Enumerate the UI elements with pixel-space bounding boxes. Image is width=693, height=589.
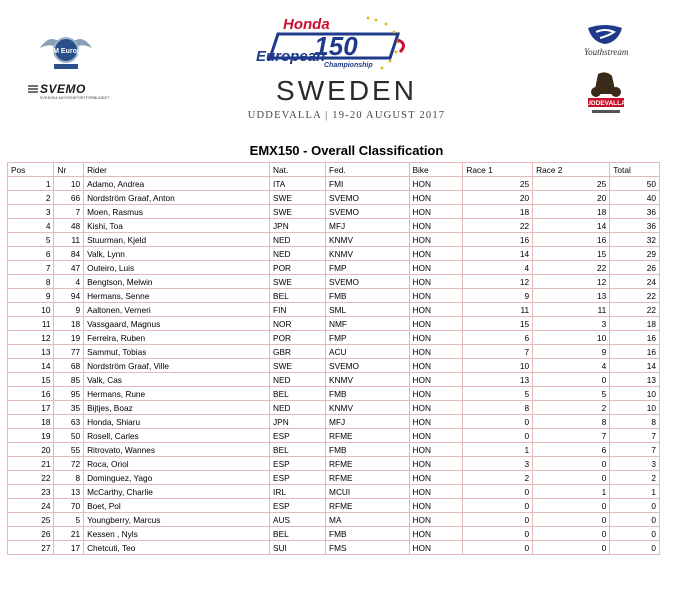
page-title: EMX150 - Overall Classification — [249, 143, 444, 158]
cell-fed: KNMV — [326, 247, 409, 261]
cell-rider: Sammut, Tobias — [84, 345, 270, 359]
cell-rider: Honda, Shiaru — [84, 415, 270, 429]
cell-bike: HON — [409, 373, 463, 387]
cell-fed: MFJ — [326, 219, 409, 233]
cell-nat: FIN — [270, 303, 326, 317]
cell-nat: POR — [270, 261, 326, 275]
cell-race2: 25 — [533, 177, 610, 191]
cell-race1: 1 — [463, 443, 533, 457]
cell-nr: 94 — [54, 289, 84, 303]
table-row — [8, 457, 660, 471]
cell-race2: 0 — [533, 513, 610, 527]
cell-race1: 15 — [463, 317, 533, 331]
cell-rider: Valk, Cas — [84, 373, 270, 387]
cell-bike: HON — [409, 429, 463, 443]
cell-race2: 0 — [533, 499, 610, 513]
cell-total: 18 — [610, 317, 660, 331]
cell-nr: 13 — [54, 485, 84, 499]
cell-rider: Roca, Oriol — [84, 457, 270, 471]
cell-race1: 10 — [463, 359, 533, 373]
cell-pos: 22 — [8, 471, 54, 485]
cell-pos: 26 — [8, 527, 54, 541]
cell-total: 1 — [610, 485, 660, 499]
col-header: Rider — [84, 163, 270, 177]
cell-fed: NMF — [326, 317, 409, 331]
logo-european-text: European — [256, 48, 326, 65]
cell-pos: 9 — [8, 289, 54, 303]
col-header: Fed. — [326, 163, 409, 177]
col-header: Bike — [409, 163, 463, 177]
cell-fed: FMI — [326, 177, 409, 191]
cell-total: 29 — [610, 247, 660, 261]
cell-pos: 21 — [8, 457, 54, 471]
cell-pos: 27 — [8, 541, 54, 555]
cell-race2: 8 — [533, 415, 610, 429]
cell-pos: 2 — [8, 191, 54, 205]
cell-rider: Kishi, Toa — [84, 219, 270, 233]
cell-race1: 16 — [463, 233, 533, 247]
cell-total: 10 — [610, 387, 660, 401]
cell-bike: HON — [409, 401, 463, 415]
cell-race1: 13 — [463, 373, 533, 387]
cell-nr: 55 — [54, 443, 84, 457]
cell-race2: 0 — [533, 373, 610, 387]
col-header: Race 2 — [533, 163, 610, 177]
cell-total: 0 — [610, 527, 660, 541]
cell-bike: HON — [409, 317, 463, 331]
table-row — [8, 513, 660, 527]
cell-race1: 18 — [463, 205, 533, 219]
cell-bike: HON — [409, 443, 463, 457]
cell-nat: BEL — [270, 443, 326, 457]
col-header: Nr — [54, 163, 84, 177]
cell-pos: 23 — [8, 485, 54, 499]
cell-bike: HON — [409, 191, 463, 205]
cell-bike: HON — [409, 415, 463, 429]
cell-bike: HON — [409, 345, 463, 359]
cell-pos: 19 — [8, 429, 54, 443]
cell-nr: 66 — [54, 191, 84, 205]
uddevalla-logo — [586, 70, 626, 118]
cell-total: 2 — [610, 471, 660, 485]
cell-pos: 18 — [8, 415, 54, 429]
cell-pos: 24 — [8, 499, 54, 513]
table-row — [8, 415, 660, 429]
table-row — [8, 289, 660, 303]
cell-pos: 3 — [8, 205, 54, 219]
cell-race2: 5 — [533, 387, 610, 401]
cell-fed: FMS — [326, 541, 409, 555]
cell-fed: MA — [326, 513, 409, 527]
cell-total: 8 — [610, 415, 660, 429]
cell-total: 24 — [610, 275, 660, 289]
cell-total: 0 — [610, 513, 660, 527]
table-row — [8, 233, 660, 247]
cell-nr: 68 — [54, 359, 84, 373]
cell-race1: 7 — [463, 345, 533, 359]
cell-rider: Nordström Graaf, Ville — [84, 359, 270, 373]
cell-rider: Kessen , Nyls — [84, 527, 270, 541]
cell-bike: HON — [409, 289, 463, 303]
cell-fed: ACU — [326, 345, 409, 359]
cell-bike: HON — [409, 303, 463, 317]
table-row — [8, 345, 660, 359]
cell-pos: 10 — [8, 303, 54, 317]
cell-total: 26 — [610, 261, 660, 275]
cell-nat: NED — [270, 233, 326, 247]
table-header-row — [8, 163, 660, 177]
table-row — [8, 429, 660, 443]
table-row — [8, 387, 660, 401]
cell-bike: HON — [409, 485, 463, 499]
youthstream-logo — [572, 24, 638, 64]
cell-fed: FMB — [326, 289, 409, 303]
cell-race2: 1 — [533, 485, 610, 499]
cell-total: 7 — [610, 429, 660, 443]
cell-nat: NED — [270, 373, 326, 387]
cell-total: 0 — [610, 499, 660, 513]
cell-pos: 7 — [8, 261, 54, 275]
cell-rider: Bengtson, Melwin — [84, 275, 270, 289]
table-row — [8, 177, 660, 191]
cell-nr: 10 — [54, 177, 84, 191]
cell-rider: Bijtjes, Boaz — [84, 401, 270, 415]
cell-pos: 12 — [8, 331, 54, 345]
cell-total: 50 — [610, 177, 660, 191]
svemo-logo: SVEMO — [40, 82, 86, 96]
cell-fed: MFJ — [326, 415, 409, 429]
cell-nat: SWE — [270, 359, 326, 373]
cell-race2: 0 — [533, 471, 610, 485]
table-row — [8, 303, 660, 317]
cell-race2: 9 — [533, 345, 610, 359]
cell-bike: HON — [409, 219, 463, 233]
cell-total: 36 — [610, 219, 660, 233]
cell-race2: 6 — [533, 443, 610, 457]
cell-nr: 21 — [54, 527, 84, 541]
classification-table — [7, 162, 660, 555]
col-header: Nat. — [270, 163, 326, 177]
col-header: Race 1 — [463, 163, 533, 177]
cell-race2: 11 — [533, 303, 610, 317]
cell-nr: 35 — [54, 401, 84, 415]
cell-fed: RFME — [326, 499, 409, 513]
fim-logo — [38, 26, 94, 74]
cell-race2: 7 — [533, 429, 610, 443]
cell-total: 22 — [610, 289, 660, 303]
cell-pos: 6 — [8, 247, 54, 261]
cell-rider: Dominguez, Yago — [84, 471, 270, 485]
fim-logo-text: FIM Europe — [46, 48, 86, 55]
cell-race1: 0 — [463, 527, 533, 541]
cell-rider: Chetcuti, Teo — [84, 541, 270, 555]
cell-nr: 47 — [54, 261, 84, 275]
cell-nat: POR — [270, 331, 326, 345]
logo-championship-text: Championship — [324, 62, 373, 69]
cell-bike: HON — [409, 527, 463, 541]
cell-race1: 0 — [463, 415, 533, 429]
cell-race1: 11 — [463, 303, 533, 317]
cell-race1: 22 — [463, 219, 533, 233]
cell-nat: JPN — [270, 219, 326, 233]
cell-fed: RFME — [326, 457, 409, 471]
cell-nr: 17 — [54, 541, 84, 555]
cell-rider: Boet, Pol — [84, 499, 270, 513]
cell-rider: Nordström Graaf, Anton — [84, 191, 270, 205]
table-row — [8, 527, 660, 541]
cell-pos: 8 — [8, 275, 54, 289]
cell-race2: 2 — [533, 401, 610, 415]
cell-bike: HON — [409, 471, 463, 485]
uddevalla-logo-text: UDDEVALLA — [586, 100, 626, 107]
cell-nat: IRL — [270, 485, 326, 499]
table-row — [8, 275, 660, 289]
cell-race2: 0 — [533, 541, 610, 555]
cell-race1: 3 — [463, 457, 533, 471]
cell-race1: 8 — [463, 401, 533, 415]
event-dates: UDDEVALLA | 19-20 AUGUST 2017 — [247, 110, 446, 121]
cell-total: 16 — [610, 345, 660, 359]
cell-bike: HON — [409, 205, 463, 219]
cell-pos: 25 — [8, 513, 54, 527]
youthstream-text: Youthstream — [584, 47, 629, 57]
cell-race1: 0 — [463, 541, 533, 555]
cell-nat: BEL — [270, 527, 326, 541]
cell-race1: 14 — [463, 247, 533, 261]
cell-nr: 18 — [54, 317, 84, 331]
cell-nat: SWE — [270, 205, 326, 219]
cell-nr: 8 — [54, 471, 84, 485]
country-title: SWEDEN — [276, 75, 417, 106]
cell-pos: 20 — [8, 443, 54, 457]
table-row — [8, 261, 660, 275]
cell-nat: NED — [270, 401, 326, 415]
table-row — [8, 317, 660, 331]
logo-number: 150 — [314, 31, 358, 61]
cell-bike: HON — [409, 513, 463, 527]
cell-pos: 15 — [8, 373, 54, 387]
table-row — [8, 401, 660, 415]
cell-fed: SVEMO — [326, 359, 409, 373]
cell-race1: 0 — [463, 485, 533, 499]
table-row — [8, 471, 660, 485]
table-row — [8, 485, 660, 499]
cell-race2: 13 — [533, 289, 610, 303]
cell-fed: SVEMO — [326, 191, 409, 205]
cell-race2: 22 — [533, 261, 610, 275]
cell-pos: 4 — [8, 219, 54, 233]
cell-nat: BEL — [270, 289, 326, 303]
cell-nat: ESP — [270, 457, 326, 471]
cell-race2: 20 — [533, 191, 610, 205]
cell-fed: KNMV — [326, 401, 409, 415]
cell-race1: 4 — [463, 261, 533, 275]
cell-bike: HON — [409, 261, 463, 275]
cell-total: 3 — [610, 457, 660, 471]
cell-nat: AUS — [270, 513, 326, 527]
cell-race1: 0 — [463, 429, 533, 443]
cell-race1: 12 — [463, 275, 533, 289]
table-row — [8, 373, 660, 387]
cell-pos: 16 — [8, 387, 54, 401]
cell-nat: ITA — [270, 177, 326, 191]
table-row — [8, 219, 660, 233]
cell-nat: ESP — [270, 429, 326, 443]
cell-nat: ESP — [270, 499, 326, 513]
cell-nr: 72 — [54, 457, 84, 471]
cell-fed: KNMV — [326, 373, 409, 387]
cell-pos: 5 — [8, 233, 54, 247]
cell-fed: RFME — [326, 429, 409, 443]
cell-nat: NOR — [270, 317, 326, 331]
cell-nat: ESP — [270, 471, 326, 485]
cell-fed: FMB — [326, 527, 409, 541]
cell-bike: HON — [409, 177, 463, 191]
cell-race2: 10 — [533, 331, 610, 345]
cell-total: 10 — [610, 401, 660, 415]
cell-nr: 48 — [54, 219, 84, 233]
cell-race2: 0 — [533, 527, 610, 541]
cell-nat: GBR — [270, 345, 326, 359]
cell-total: 22 — [610, 303, 660, 317]
cell-pos: 14 — [8, 359, 54, 373]
cell-race2: 14 — [533, 219, 610, 233]
cell-nat: SUI — [270, 541, 326, 555]
cell-rider: Adamo, Andrea — [84, 177, 270, 191]
cell-rider: Hermans, Rune — [84, 387, 270, 401]
cell-nr: 95 — [54, 387, 84, 401]
cell-nr: 7 — [54, 205, 84, 219]
cell-rider: Valk, Lynn — [84, 247, 270, 261]
cell-total: 14 — [610, 359, 660, 373]
cell-fed: SML — [326, 303, 409, 317]
cell-race1: 0 — [463, 513, 533, 527]
cell-nr: 85 — [54, 373, 84, 387]
table-row — [8, 443, 660, 457]
cell-nr: 63 — [54, 415, 84, 429]
cell-total: 0 — [610, 541, 660, 555]
cell-rider: Vassgaard, Magnus — [84, 317, 270, 331]
cell-race2: 12 — [533, 275, 610, 289]
cell-total: 32 — [610, 233, 660, 247]
cell-total: 7 — [610, 443, 660, 457]
cell-nr: 50 — [54, 429, 84, 443]
cell-bike: HON — [409, 359, 463, 373]
cell-rider: Ritrovato, Wannes — [84, 443, 270, 457]
cell-rider: McCarthy, Charlie — [84, 485, 270, 499]
cell-nr: 11 — [54, 233, 84, 247]
cell-fed: RFME — [326, 471, 409, 485]
cell-rider: Aaltonen, Verneri — [84, 303, 270, 317]
col-header: Pos — [8, 163, 54, 177]
cell-rider: Hermans, Senne — [84, 289, 270, 303]
cell-fed: FMB — [326, 387, 409, 401]
table-row — [8, 191, 660, 205]
cell-race1: 6 — [463, 331, 533, 345]
cell-race1: 20 — [463, 191, 533, 205]
cell-nat: SWE — [270, 275, 326, 289]
table-row — [8, 205, 660, 219]
cell-nat: JPN — [270, 415, 326, 429]
cell-race2: 18 — [533, 205, 610, 219]
cell-nr: 84 — [54, 247, 84, 261]
cell-rider: Moen, Rasmus — [84, 205, 270, 219]
cell-race2: 4 — [533, 359, 610, 373]
cell-rider: Rosell, Carles — [84, 429, 270, 443]
cell-race2: 16 — [533, 233, 610, 247]
cell-nr: 9 — [54, 303, 84, 317]
cell-bike: HON — [409, 457, 463, 471]
logo-honda-text: Honda — [283, 16, 330, 33]
cell-race1: 2 — [463, 471, 533, 485]
cell-total: 40 — [610, 191, 660, 205]
cell-bike: HON — [409, 387, 463, 401]
cell-total: 16 — [610, 331, 660, 345]
cell-pos: 1 — [8, 177, 54, 191]
cell-pos: 17 — [8, 401, 54, 415]
cell-nr: 4 — [54, 275, 84, 289]
cell-rider: Youngberry, Marcus — [84, 513, 270, 527]
cell-fed: MCUI — [326, 485, 409, 499]
cell-race1: 25 — [463, 177, 533, 191]
table-row — [8, 541, 660, 555]
cell-fed: KNMV — [326, 233, 409, 247]
cell-rider: Stuurman, Kjeld — [84, 233, 270, 247]
cell-pos: 11 — [8, 317, 54, 331]
cell-race1: 9 — [463, 289, 533, 303]
cell-nat: BEL — [270, 387, 326, 401]
cell-fed: FMP — [326, 261, 409, 275]
col-header: Total — [610, 163, 660, 177]
cell-bike: HON — [409, 247, 463, 261]
cell-fed: FMP — [326, 331, 409, 345]
header — [0, 0, 693, 135]
cell-bike: HON — [409, 233, 463, 247]
cell-race2: 0 — [533, 457, 610, 471]
cell-race1: 0 — [463, 499, 533, 513]
table-row — [8, 331, 660, 345]
cell-nat: NED — [270, 247, 326, 261]
cell-race1: 5 — [463, 387, 533, 401]
cell-total: 36 — [610, 205, 660, 219]
cell-fed: SVEMO — [326, 275, 409, 289]
cell-bike: HON — [409, 331, 463, 345]
cell-nr: 77 — [54, 345, 84, 359]
cell-nr: 19 — [54, 331, 84, 345]
cell-bike: HON — [409, 499, 463, 513]
cell-nr: 5 — [54, 513, 84, 527]
cell-bike: HON — [409, 541, 463, 555]
table-row — [8, 359, 660, 373]
cell-pos: 13 — [8, 345, 54, 359]
cell-rider: Ferreira, Ruben — [84, 331, 270, 345]
cell-race2: 15 — [533, 247, 610, 261]
cell-nr: 70 — [54, 499, 84, 513]
svemo-tagline: SVENSKA MOTORSPORTFÖRBUNDET — [40, 96, 110, 100]
table-row — [8, 499, 660, 513]
cell-fed: SVEMO — [326, 205, 409, 219]
cell-fed: FMB — [326, 443, 409, 457]
cell-total: 13 — [610, 373, 660, 387]
cell-nat: SWE — [270, 191, 326, 205]
cell-bike: HON — [409, 275, 463, 289]
cell-rider: Outeiro, Luis — [84, 261, 270, 275]
cell-race2: 3 — [533, 317, 610, 331]
table-row — [8, 247, 660, 261]
